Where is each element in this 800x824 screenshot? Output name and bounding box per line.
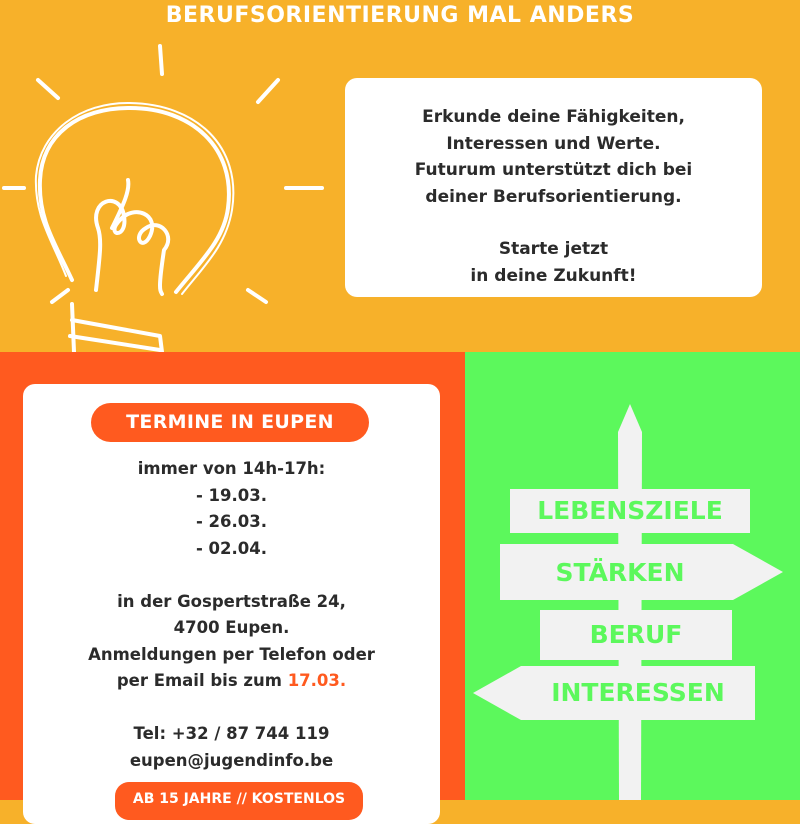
top-section (0, 0, 800, 352)
intro-line: Interessen und Werte. (446, 133, 661, 154)
date-item: - 02.04. (195, 538, 268, 558)
age-badge: AB 15 JAHRE // KOSTENLOS (115, 782, 363, 820)
sign-beruf: BERUF (589, 620, 683, 649)
date-item: - 26.03. (195, 512, 268, 531)
phone-number[interactable]: Tel: +32 / 87 744 119 (133, 724, 330, 743)
termine-card (23, 384, 440, 824)
lightbulb-icon (0, 40, 330, 352)
address-line: 4700 Eupen. (173, 618, 290, 637)
sign-lebensziele: LEBENSZIELE (537, 496, 723, 525)
intro-line: deiner Berufsorientierung. (425, 186, 682, 207)
sign-staerken: STÄRKEN (555, 558, 685, 587)
spacer (345, 210, 762, 236)
time-label: immer von 14h-17h: (137, 459, 326, 478)
deadline-prefix: per Email bis zum (116, 671, 288, 690)
spacer (23, 562, 440, 589)
registration-line: Anmeldungen per Telefon oder (88, 644, 375, 664)
deadline-date: 17.03. (287, 671, 347, 690)
cta-line: in deine Zukunft! (470, 265, 637, 286)
cta-line: Starte jetzt (498, 239, 609, 259)
sign-interessen: INTERESSEN (551, 678, 725, 707)
signpost-section (465, 352, 800, 800)
page-headline: BERUFSORIENTIERUNG MAL ANDERS (165, 3, 635, 28)
intro-line: Erkunde deine Fähigkeiten, (422, 107, 685, 127)
intro-line: Futurum unterstützt dich bei (414, 160, 693, 180)
deadline-line (23, 668, 440, 695)
termine-details (23, 456, 440, 774)
termine-section (0, 352, 465, 807)
email-address[interactable]: eupen@jugendinfo.be (129, 750, 334, 770)
address-line: in der Gospertstraße 24, (117, 591, 346, 611)
date-item: - 19.03. (195, 485, 268, 505)
termine-badge: TERMINE IN EUPEN (91, 403, 369, 442)
spacer (23, 695, 440, 722)
intro-card (345, 78, 762, 297)
